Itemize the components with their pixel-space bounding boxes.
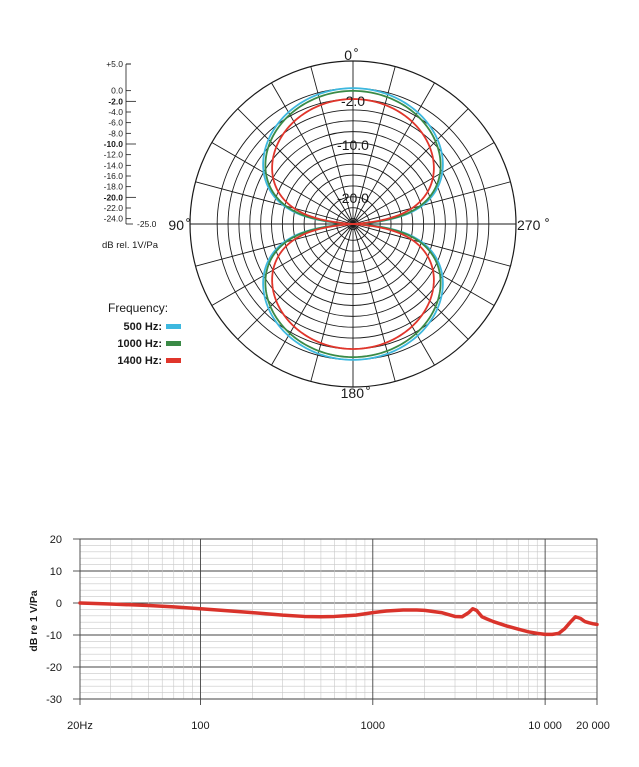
plot-frame xyxy=(80,539,597,699)
y-axis-label: dB re 1 V/Pa xyxy=(28,590,40,652)
scale-label: -22.0 xyxy=(103,203,123,213)
polar-spoke xyxy=(353,224,435,365)
scale-label: -6.0 xyxy=(108,117,123,128)
angle-label-270 xyxy=(517,217,548,233)
svg-text:270: 270 xyxy=(517,217,541,233)
scale-label: -8.0 xyxy=(108,128,123,139)
legend-item-500hz xyxy=(123,321,181,333)
ring-label-minus10: -10.0 xyxy=(337,137,369,153)
scale-label: -4.0 xyxy=(108,107,123,117)
x-tick-label: 10 000 xyxy=(528,720,562,732)
legend-title: Frequency: xyxy=(108,301,169,315)
polar-spoke xyxy=(212,143,353,225)
polar-spoke xyxy=(272,224,354,365)
legend-swatch-1400hz xyxy=(166,358,181,363)
y-tick-label: -20 xyxy=(46,662,62,674)
polar-spoke xyxy=(353,143,494,225)
x-tick-label: 20Hz xyxy=(67,720,93,732)
svg-text:180: 180 xyxy=(340,385,364,401)
scale-label: -24.0 xyxy=(103,213,123,224)
ring-label-minus2: -2.0 xyxy=(340,93,366,109)
svg-text:1400 Hz:: 1400 Hz: xyxy=(117,355,162,367)
svg-text:90: 90 xyxy=(168,217,184,233)
y-axis-ticks xyxy=(46,534,80,706)
scale-label: +5.0 xyxy=(106,59,123,69)
legend-item-1400hz xyxy=(117,355,181,367)
x-tick-label: 100 xyxy=(191,720,210,732)
ring-label-minus20: -20.0 xyxy=(337,190,369,206)
y-tick-label: -10 xyxy=(46,630,62,642)
scale-label: -16.0 xyxy=(103,171,123,181)
db-scale xyxy=(102,59,159,251)
svg-text:500 Hz:: 500 Hz: xyxy=(123,321,162,333)
polar-spoke xyxy=(353,224,494,306)
legend-item-1000hz xyxy=(117,338,181,350)
y-tick-label: 20 xyxy=(49,534,62,546)
scale-label: -20.0 xyxy=(103,192,123,203)
scale-min-label: -25.0 xyxy=(137,219,157,229)
frequency-response-line xyxy=(80,603,597,634)
frequency-response-chart xyxy=(28,534,610,732)
x-axis-ticks xyxy=(67,699,610,732)
scale-label: -14.0 xyxy=(103,160,123,171)
scale-label: -12.0 xyxy=(103,149,123,160)
svg-text:0: 0 xyxy=(344,47,352,63)
angle-label-180 xyxy=(341,385,370,401)
angle-label-90 xyxy=(168,217,189,233)
svg-text:1000 Hz:: 1000 Hz: xyxy=(117,338,162,350)
polar-spoke xyxy=(212,224,353,306)
scale-label: 0.0 xyxy=(111,85,123,96)
legend-swatch-1000hz xyxy=(166,341,181,346)
scale-unit-label: dB rel. 1V/Pa xyxy=(102,240,158,251)
scale-label: -18.0 xyxy=(103,181,123,192)
y-tick-label: 10 xyxy=(49,566,62,578)
y-tick-label: 0 xyxy=(55,598,62,610)
scale-label: -10.0 xyxy=(103,139,123,149)
legend-swatch-500hz xyxy=(166,324,181,329)
x-tick-label: 1000 xyxy=(360,720,386,732)
polar-pattern-chart xyxy=(102,47,548,401)
scale-label: -2.0 xyxy=(108,96,123,107)
y-tick-label: -30 xyxy=(46,694,62,706)
legend xyxy=(108,301,181,367)
frequency-grid xyxy=(80,539,597,699)
x-tick-label: 20 000 xyxy=(576,720,610,732)
